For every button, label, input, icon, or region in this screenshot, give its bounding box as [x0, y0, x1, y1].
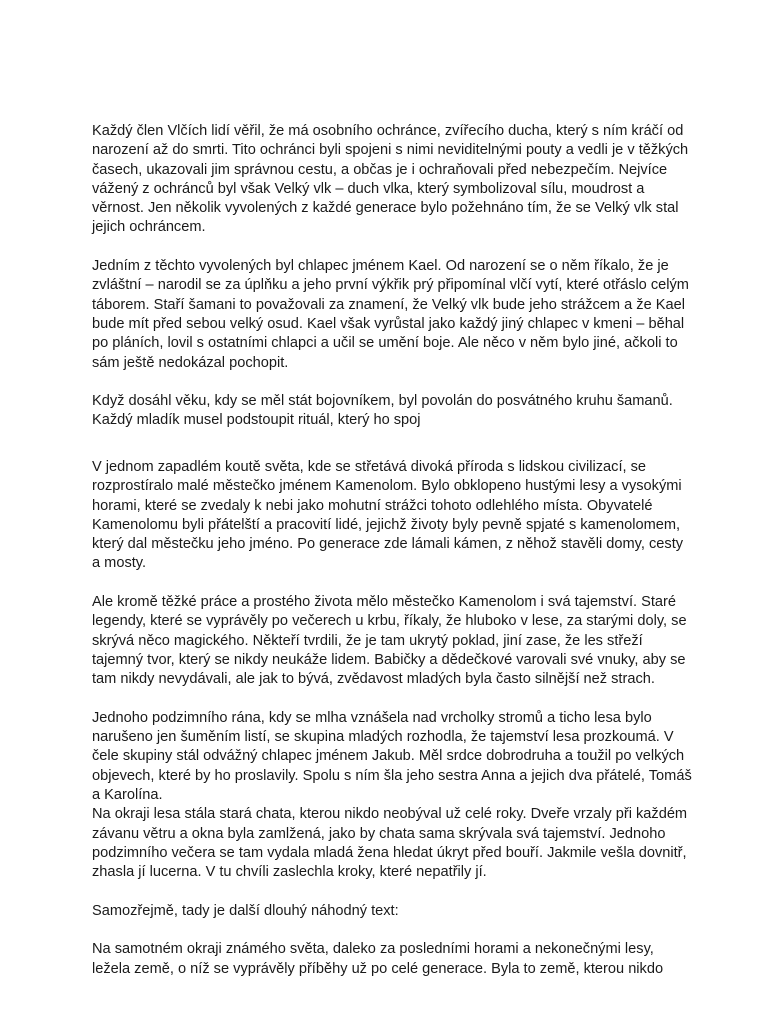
text-block-kamenolom-story: [92, 458, 692, 998]
paragraph: Jedním z těchto vyvolených byl chlapec jménem Kael. Od narození se o něm říkalo, že je zvláštní – narodil se za úplňku a jeho první výkřik prý připomínal vlčí vytí, které otřáslo celým táborem. Staří šamani to považovali za znamení, že Velký vlk bude jeho strážcem a že Kael bude mít před sebou velký osud. Kael však vyrůstal jako každý jiný chlapec v kmeni – běhal po pláních, lovil s ostatními chlapci a učil se umění boje. Ale něco v něm bylo jiné, ačkoli to sám ještě nedokázal pochopit.: [92, 258, 689, 371]
paragraph: Ale kromě těžké práce a prostého života mělo městečko Kamenolom i svá tajemství. Staré legendy, které se vyprávěly po večerech u krbu, říkaly, že hluboko v lese, za starými doly, se skrývá něco magického. Někteří tvrdili, že je tam ukrytý poklad, jiní zase, že les střeží tajemný tvor, který se nikdy neukáže lidem. Babičky a dědečkové varovali své vnuky, aby se tam nikdy nevydávali, ale jak to bývá, zvědavost mladých byla často silnější než strach.: [92, 594, 687, 688]
paragraph: Jednoho podzimního rána, kdy se mlha vznášela nad vrcholky stromů a ticho lesa bylo narušeno jen šuměním listí, se skupina mladých rozhodla, že tajemství lesa prozkoumá. V čele skupiny stál odvážný chlapec jménem Jakub. Měl srdce dobrodruha a toužil po velkých objevech, které by ho proslavily. Spolu s ním šla jeho sestra Anna a jejich dva přátelé, Tomáš a Karolína.: [92, 709, 692, 804]
paragraph: Na okraji lesa stála stará chata, kterou nikdo neobýval už celé roky. Dveře vrzaly při každém závanu větru a okna byla zamlžená, jako by chata sama skrývala svá tajemství. Jednoho podzimního večera se tam vydala mladá žena hledat úkryt před bouří. Jakmile vešla dovnitř, zhasla jí lucerna. V tu chvíli zaslechla kroky, které nepatřily jí.: [92, 806, 688, 881]
text-block-wolf-story: [92, 122, 692, 450]
paragraph: V jednom zapadlém koutě světa, kde se střetává divoká příroda s lidskou civilizací, se rozprostíralo malé městečko jménem Kamenolom. Bylo obklopeno hustými lesy a vysokými horami, které se zvedaly k nebi jako mohutní strážci tohoto odlehlého místa. Obyvatelé Kamenolomu byli přátelští a pracovití lidé, jejichž životy byly pevně spjaté s kamenolomem, který dal městečku jeho jméno. Po generace zde lámali kámen, z něhož stavěli domy, cesty a mosty.: [92, 459, 684, 572]
paragraph: Každý člen Vlčích lidí věřil, že má osobního ochránce, zvířecího ducha, který s ním kráčí od narození až do smrti. Tito ochránci byli spojeni s nimi neviditelnými pouty a vedli je v těžkých časech, ukazovali jim správnou cestu, a občas je i ochraňovali před nebezpečím. Nejvíce vážený z ochránců byl však Velký vlk – duch vlka, který symbolizoval sílu, moudrost a věrnost. Jen několik vyvolených z každé generace bylo požehnáno tím, že se Velký vlk stal jejich ochráncem.: [92, 123, 689, 236]
paragraph: Samozřejmě, tady je další dlouhý náhodný text:: [92, 902, 399, 919]
paragraph: Na samotném okraji známého světa, daleko za posledními horami a nekonečnými lesy, ležela země, o níž se vyprávěly příběhy už po celé generace. Byla to země, kterou nikdo: [92, 941, 664, 977]
paragraph: Když dosáhl věku, kdy se měl stát bojovníkem, byl povolán do posvátného kruhu šamanů. Každý mladík musel podstoupit rituál, který ho spoj: [92, 393, 673, 429]
